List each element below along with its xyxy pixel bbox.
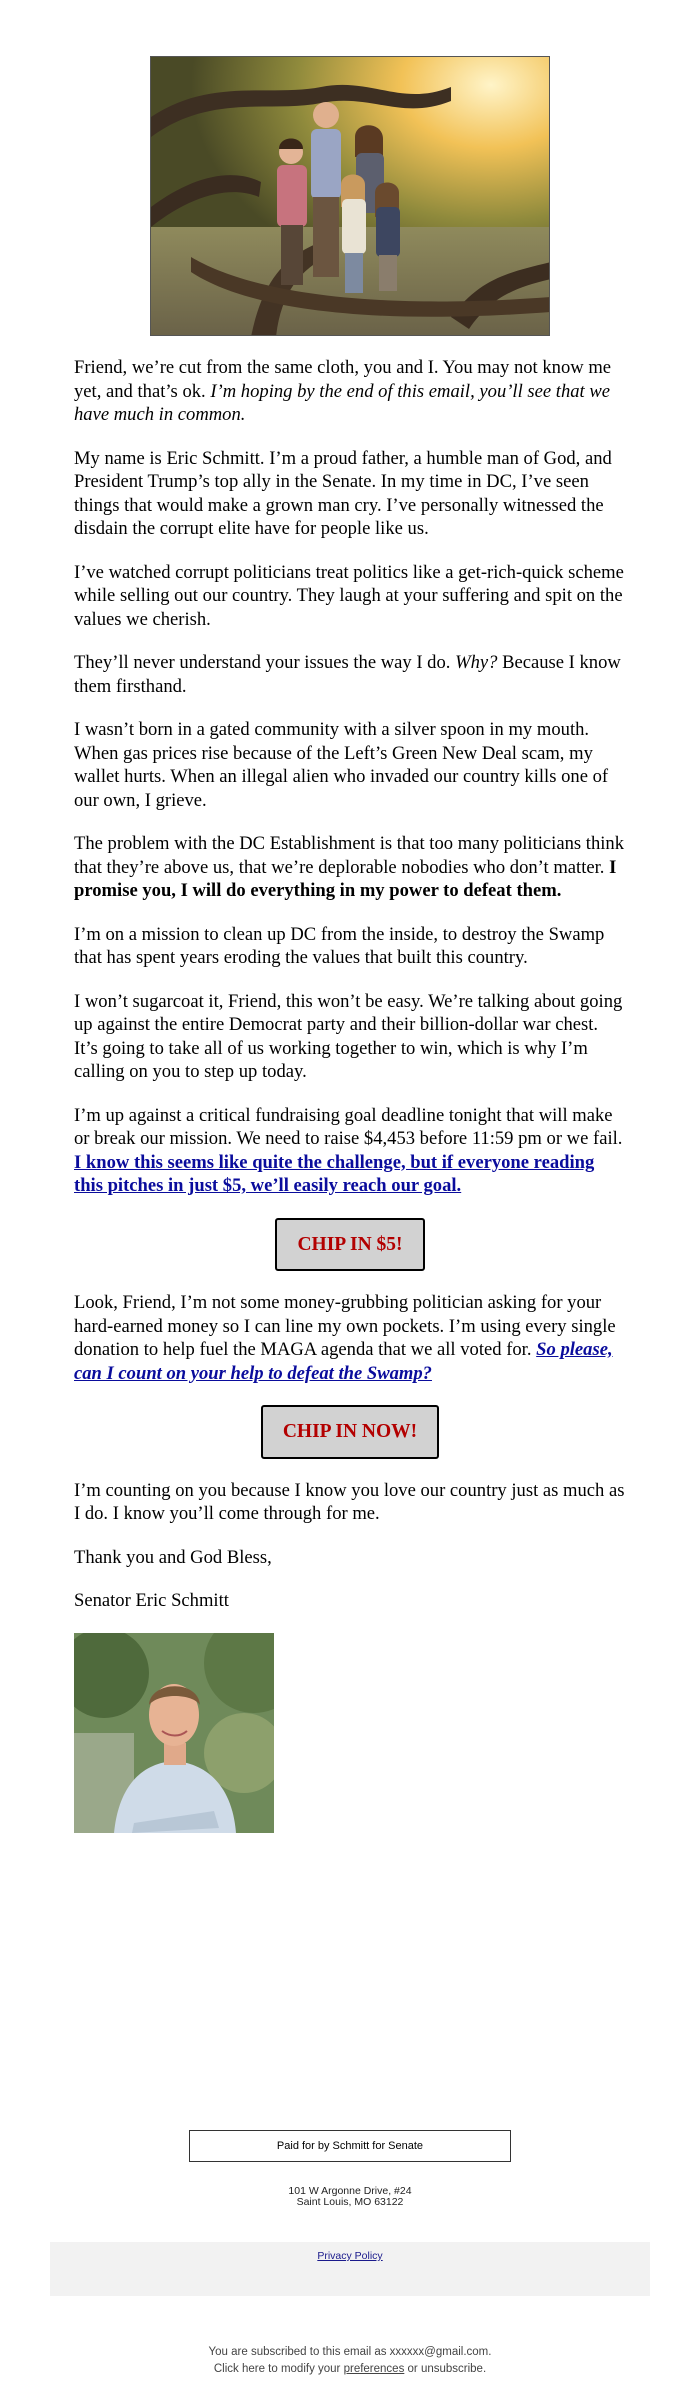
paragraph-background: I wasn’t born in a gated community with a silver spoon in my mouth. When gas prices rise because of the Left’s Green New Deal scam, my wallet hurts. When an illegal alien who invaded our country kills one of our own, I grieve. [74,719,609,811]
establishment-text: The problem with the DC Establishment is that too many politicians think that they’re above us, that we’re deplorable nobodies who don’t matter. [74,833,624,878]
deadline-text: I’m up against a critical fundraising goal deadline tonight that will make or break our mission. We need to raise $4,453 before 11:59 pm or we fail. [74,1104,623,1149]
paragraph-understand-issues [74,651,626,698]
address-line-2: Saint Louis, MO 63122 [296,2196,404,2208]
paragraph-introduction: My name is Eric Schmitt. I’m a proud father, a humble man of God, and President Trump’s top ally in the Senate. In my time in DC, I’ve seen things that would make a grown man cry. I’ve personally witnessed the disdain the corrupt elite have for people like us. [74,447,612,539]
greeting-italic: I’m hoping by the end of this email, you’ll see that we have much in common. [74,380,611,425]
mailing-address [0,2186,700,2208]
closing-line: Thank you and God Bless, [74,1546,272,1568]
why-italic: Why? [455,652,498,673]
understand-text: They’ll never understand your issues the way I do. [74,652,456,673]
subscribed-text: You are subscribed to this email as xxxxxx@gmail.com. [208,2346,492,2358]
portrait-illustration [74,1633,274,1833]
modify-prefix: Click here to modify your [213,2363,344,2375]
cta-wrapper-2 [74,1405,626,1459]
paragraph-counting-on-you: I’m counting on you because I know you love our country just as much as I do. I know you’ll come through for me. [74,1479,625,1524]
preferences-link[interactable]: preferences [343,2363,405,2375]
modify-preferences-line [0,2361,700,2378]
paragraph-greeting [74,356,626,427]
not-politician-text: Look, Friend, I’m not some money-grubbing politician asking for your hard-earned money so I can line my own pockets. I’m using every single donation to help fuel the MAGA agenda that we all voted for. [74,1292,616,1360]
modify-suffix: or unsubscribe. [404,2363,487,2375]
signature-name: Senator Eric Schmitt [74,1590,229,1611]
privacy-policy-link[interactable]: Privacy Policy [317,2250,383,2262]
letter-body [74,356,626,1833]
greeting-text: Friend, we’re cut from the same cloth, you and I. You may not know me yet, and that’s ok. [74,357,612,402]
subscription-notice [0,2344,700,2378]
chip-in-now-button[interactable]: CHIP IN NOW! [261,1405,439,1459]
privacy-row [0,2250,700,2262]
pitch-in-link[interactable]: I know this seems like quite the challenge, but if everyone reading this pitches in just $5, we’ll easily reach our goal. [74,1151,595,1196]
paid-for-disclaimer-box [189,2130,511,2162]
paragraph-corrupt-politicians: I’ve watched corrupt politicians treat politics like a get-rich-quick scheme while selling out our country. They laugh at your suffering and spit on the values we cherish. [74,561,624,630]
paragraph-mission: I’m on a mission to clean up DC from the inside, to destroy the Swamp that has spent years eroding the values that built this country. [74,923,605,968]
senator-portrait [74,1633,274,1833]
paragraph-sugarcoat: I won’t sugarcoat it, Friend, this won’t be easy. We’re talking about going up against the entire Democrat party and their billion-dollar war chest. It’s going to take all of us working together to win, which is why I’m calling on you to step up today. [74,990,623,1082]
paid-for-text: Paid for by Schmitt for Senate [276,2140,424,2152]
family-photo-illustration [151,57,550,336]
paragraph-deadline [74,1104,626,1198]
paragraph-not-politician [74,1291,626,1385]
understand-tail: Because I know them firsthand. [74,652,621,697]
hero-family-photo [150,56,550,336]
cta-wrapper-1 [74,1218,626,1272]
promise-bold: I promise you, I will do everything in my power to defeat them. [74,856,617,901]
defeat-swamp-link[interactable]: So please, can I count on your help to defeat the Swamp? [74,1339,613,1384]
paragraph-dc-establishment [74,832,626,903]
address-line-1: 101 W Argonne Drive, #24 [288,2185,412,2197]
chip-in-5-button[interactable]: CHIP IN $5! [275,1218,424,1272]
